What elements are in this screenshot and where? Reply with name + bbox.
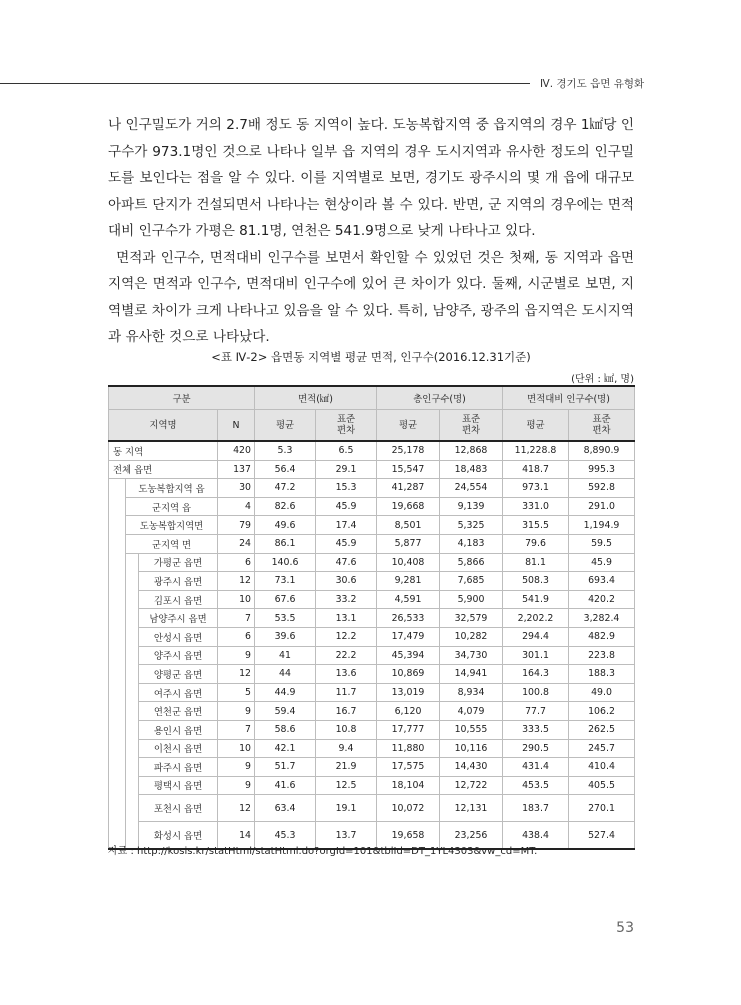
cell: 4,183 xyxy=(440,534,503,553)
cell: 56.4 xyxy=(255,460,316,479)
cell: 47.6 xyxy=(316,553,377,572)
row-n: 137 xyxy=(218,460,255,479)
cell: 19,658 xyxy=(377,822,440,850)
indent-spacer xyxy=(126,553,139,849)
row-n: 4 xyxy=(218,497,255,516)
row-name: 남양주시 읍면 xyxy=(139,609,218,628)
header-group: 구분 xyxy=(109,386,255,410)
cell: 33.2 xyxy=(316,590,377,609)
cell: 44.9 xyxy=(255,683,316,702)
cell: 973.1 xyxy=(503,479,569,498)
cell: 315.5 xyxy=(503,516,569,535)
cell: 21.9 xyxy=(316,758,377,777)
cell: 49.6 xyxy=(255,516,316,535)
cell: 59.5 xyxy=(569,534,635,553)
cell: 47.2 xyxy=(255,479,316,498)
cell: 4,079 xyxy=(440,702,503,721)
cell: 63.4 xyxy=(255,795,316,822)
cell: 11.7 xyxy=(316,683,377,702)
cell: 79.6 xyxy=(503,534,569,553)
cell: 5,877 xyxy=(377,534,440,553)
cell: 77.7 xyxy=(503,702,569,721)
cell: 9,281 xyxy=(377,572,440,591)
row-name: 이천시 읍면 xyxy=(139,739,218,758)
header-density-sd: 표준 편차 xyxy=(569,410,635,442)
cell: 18,104 xyxy=(377,776,440,795)
row-n: 9 xyxy=(218,776,255,795)
cell: 14,430 xyxy=(440,758,503,777)
table-row xyxy=(109,534,635,553)
row-n: 12 xyxy=(218,572,255,591)
row-n: 10 xyxy=(218,590,255,609)
cell: 25,178 xyxy=(377,441,440,460)
cell: 24,554 xyxy=(440,479,503,498)
table-row xyxy=(109,739,635,758)
cell: 7,685 xyxy=(440,572,503,591)
stats-table xyxy=(108,385,635,850)
indent-spacer xyxy=(109,479,126,850)
cell: 290.5 xyxy=(503,739,569,758)
table-row xyxy=(109,758,635,777)
table-source: 자료 : http://kosis.kr/statHtml/statHtml.do?orgId=101&tblId=DT_1YL4303&vw_cd=MT. xyxy=(108,846,538,857)
cell: 42.1 xyxy=(255,739,316,758)
cell: 995.3 xyxy=(569,460,635,479)
cell: 188.3 xyxy=(569,665,635,684)
row-n: 14 xyxy=(218,822,255,850)
cell: 23,256 xyxy=(440,822,503,850)
cell: 22.2 xyxy=(316,646,377,665)
cell: 17,479 xyxy=(377,627,440,646)
row-name: 도농복합지역면 xyxy=(126,516,218,535)
cell: 301.1 xyxy=(503,646,569,665)
cell: 81.1 xyxy=(503,553,569,572)
table-row xyxy=(109,441,635,460)
table-row xyxy=(109,572,635,591)
cell: 41.6 xyxy=(255,776,316,795)
cell: 1,194.9 xyxy=(569,516,635,535)
cell: 17.4 xyxy=(316,516,377,535)
paragraph-2: 면적과 인구수, 면적대비 인구수를 보면서 확인할 수 있었던 것은 첫째, 동 지역과 읍면지역은 면적과 인구수, 면적대비 인구수에 있어 큰 차이가 있다. 둘째, 시군별로 보면, 지역별로 차이가 크게 나타나고 있음을 알 수 있다. 특히, 남양주, 광주의 읍지역은 도시지역과 유사한 것으로 나타났다. xyxy=(108,249,634,345)
row-name: 포천시 읍면 xyxy=(139,795,218,822)
cell: 453.5 xyxy=(503,776,569,795)
cell: 29.1 xyxy=(316,460,377,479)
table-unit: (단위 : ㎢, 명) xyxy=(571,374,634,385)
header-region: 지역명 xyxy=(109,410,218,442)
cell: 294.4 xyxy=(503,627,569,646)
row-n: 12 xyxy=(218,665,255,684)
row-n: 6 xyxy=(218,627,255,646)
row-name: 양주시 읍면 xyxy=(139,646,218,665)
cell: 11,228.8 xyxy=(503,441,569,460)
table-row xyxy=(109,665,635,684)
cell: 541.9 xyxy=(503,590,569,609)
cell: 8,501 xyxy=(377,516,440,535)
cell: 12,131 xyxy=(440,795,503,822)
page-number: 53 xyxy=(616,920,634,936)
table-row xyxy=(109,460,635,479)
cell: 13.1 xyxy=(316,609,377,628)
cell: 3,282.4 xyxy=(569,609,635,628)
cell: 26,533 xyxy=(377,609,440,628)
cell: 223.8 xyxy=(569,646,635,665)
cell: 262.5 xyxy=(569,720,635,739)
table-row xyxy=(109,609,635,628)
cell: 5.3 xyxy=(255,441,316,460)
row-name: 양평군 읍면 xyxy=(139,665,218,684)
cell: 16.7 xyxy=(316,702,377,721)
cell: 39.6 xyxy=(255,627,316,646)
cell: 333.5 xyxy=(503,720,569,739)
table-row xyxy=(109,720,635,739)
cell: 13.7 xyxy=(316,822,377,850)
row-name: 광주시 읍면 xyxy=(139,572,218,591)
table-row xyxy=(109,683,635,702)
header-n: N xyxy=(218,410,255,442)
cell: 5,325 xyxy=(440,516,503,535)
cell: 10,555 xyxy=(440,720,503,739)
cell: 67.6 xyxy=(255,590,316,609)
cell: 164.3 xyxy=(503,665,569,684)
table-title: <표 Ⅳ-2> 읍면동 지역별 평균 면적, 인구수(2016.12.31기준) xyxy=(211,350,531,364)
cell: 18,483 xyxy=(440,460,503,479)
cell: 10,282 xyxy=(440,627,503,646)
row-n: 7 xyxy=(218,609,255,628)
cell: 8,934 xyxy=(440,683,503,702)
header-density-mean: 평균 xyxy=(503,410,569,442)
cell: 140.6 xyxy=(255,553,316,572)
cell: 291.0 xyxy=(569,497,635,516)
table-row xyxy=(109,776,635,795)
cell: 592.8 xyxy=(569,479,635,498)
cell: 30.6 xyxy=(316,572,377,591)
row-n: 9 xyxy=(218,758,255,777)
table-row xyxy=(109,795,635,822)
cell: 45.9 xyxy=(569,553,635,572)
header-pop-sd: 표준 편차 xyxy=(440,410,503,442)
row-n: 420 xyxy=(218,441,255,460)
row-name: 안성시 읍면 xyxy=(139,627,218,646)
cell: 8,890.9 xyxy=(569,441,635,460)
row-n: 79 xyxy=(218,516,255,535)
cell: 41,287 xyxy=(377,479,440,498)
cell: 10.8 xyxy=(316,720,377,739)
cell: 14,941 xyxy=(440,665,503,684)
row-n: 9 xyxy=(218,646,255,665)
row-n: 12 xyxy=(218,795,255,822)
row-name: 평택시 읍면 xyxy=(139,776,218,795)
cell: 9,139 xyxy=(440,497,503,516)
cell: 418.7 xyxy=(503,460,569,479)
cell: 13.6 xyxy=(316,665,377,684)
body-text xyxy=(108,112,634,351)
header-area: 면적(㎢) xyxy=(255,386,377,410)
header-area-sd: 표준 편차 xyxy=(316,410,377,442)
cell: 59.4 xyxy=(255,702,316,721)
cell: 245.7 xyxy=(569,739,635,758)
cell: 73.1 xyxy=(255,572,316,591)
cell: 45.9 xyxy=(316,497,377,516)
cell: 12.5 xyxy=(316,776,377,795)
cell: 10,072 xyxy=(377,795,440,822)
cell: 6,120 xyxy=(377,702,440,721)
running-header: Ⅳ. 경기도 읍면 유형화 xyxy=(540,78,645,90)
row-n: 10 xyxy=(218,739,255,758)
row-name: 군지역 읍 xyxy=(126,497,218,516)
header-density: 면적대비 인구수(명) xyxy=(503,386,635,410)
cell: 482.9 xyxy=(569,627,635,646)
cell: 6.5 xyxy=(316,441,377,460)
row-n: 24 xyxy=(218,534,255,553)
cell: 45.9 xyxy=(316,534,377,553)
cell: 13,019 xyxy=(377,683,440,702)
table-row xyxy=(109,497,635,516)
row-n: 6 xyxy=(218,553,255,572)
table-row xyxy=(109,516,635,535)
cell: 10,869 xyxy=(377,665,440,684)
row-name: 화성시 읍면 xyxy=(139,822,218,850)
cell: 82.6 xyxy=(255,497,316,516)
row-name: 김포시 읍면 xyxy=(139,590,218,609)
cell: 15.3 xyxy=(316,479,377,498)
cell: 44 xyxy=(255,665,316,684)
header-area-mean: 평균 xyxy=(255,410,316,442)
cell: 2,202.2 xyxy=(503,609,569,628)
cell: 5,866 xyxy=(440,553,503,572)
table-row xyxy=(109,627,635,646)
row-name: 전체 읍면 xyxy=(109,460,218,479)
table-row xyxy=(109,553,635,572)
cell: 12,868 xyxy=(440,441,503,460)
cell: 19.1 xyxy=(316,795,377,822)
row-name: 군지역 면 xyxy=(126,534,218,553)
row-name: 도농복합지역 읍 xyxy=(126,479,218,498)
paragraph-1: 나 인구밀도가 거의 2.7배 정도 동 지역이 높다. 도농복합지역 중 읍지역의 경우 1㎢당 인구수가 973.1명인 것으로 나타나 일부 읍 지역의 경우 도시지역과 유사한 정도의 인구밀도를 보인다는 점을 알 수 있다. 이를 지역별로 보면, 경기도 광주시의 몇 개 읍에 대규모 아파트 단지가 건설되면서 나타나는 현상이라 볼 수 있다. 반면, 군 지역의 경우에는 면적대비 인구수가 가평은 81.1명, 연천은 541.9명으로 낮게 나타나고 있다. xyxy=(108,117,634,239)
cell: 12.2 xyxy=(316,627,377,646)
cell: 100.8 xyxy=(503,683,569,702)
cell: 10,408 xyxy=(377,553,440,572)
cell: 17,777 xyxy=(377,720,440,739)
row-name: 용인시 읍면 xyxy=(139,720,218,739)
cell: 19,668 xyxy=(377,497,440,516)
cell: 9.4 xyxy=(316,739,377,758)
cell: 431.4 xyxy=(503,758,569,777)
cell: 508.3 xyxy=(503,572,569,591)
cell: 405.5 xyxy=(569,776,635,795)
row-name: 연천군 읍면 xyxy=(139,702,218,721)
row-n: 30 xyxy=(218,479,255,498)
cell: 106.2 xyxy=(569,702,635,721)
cell: 527.4 xyxy=(569,822,635,850)
cell: 331.0 xyxy=(503,497,569,516)
cell: 11,880 xyxy=(377,739,440,758)
cell: 58.6 xyxy=(255,720,316,739)
table-row xyxy=(109,590,635,609)
cell: 17,575 xyxy=(377,758,440,777)
table-row xyxy=(109,479,635,498)
table-body xyxy=(109,441,635,849)
row-name: 가평군 읍면 xyxy=(139,553,218,572)
cell: 420.2 xyxy=(569,590,635,609)
cell: 10,116 xyxy=(440,739,503,758)
header-rule xyxy=(0,83,530,84)
cell: 15,547 xyxy=(377,460,440,479)
cell: 410.4 xyxy=(569,758,635,777)
header-pop-mean: 평균 xyxy=(377,410,440,442)
row-name: 파주시 읍면 xyxy=(139,758,218,777)
cell: 34,730 xyxy=(440,646,503,665)
row-name: 동 지역 xyxy=(109,441,218,460)
table-row xyxy=(109,646,635,665)
cell: 45,394 xyxy=(377,646,440,665)
row-n: 9 xyxy=(218,702,255,721)
cell: 86.1 xyxy=(255,534,316,553)
cell: 41 xyxy=(255,646,316,665)
row-n: 5 xyxy=(218,683,255,702)
cell: 183.7 xyxy=(503,795,569,822)
cell: 438.4 xyxy=(503,822,569,850)
table-row xyxy=(109,702,635,721)
row-name: 여주시 읍면 xyxy=(139,683,218,702)
row-n: 7 xyxy=(218,720,255,739)
cell: 32,579 xyxy=(440,609,503,628)
cell: 51.7 xyxy=(255,758,316,777)
header-population: 총인구수(명) xyxy=(377,386,503,410)
cell: 53.5 xyxy=(255,609,316,628)
cell: 45.3 xyxy=(255,822,316,850)
cell: 5,900 xyxy=(440,590,503,609)
cell: 4,591 xyxy=(377,590,440,609)
cell: 693.4 xyxy=(569,572,635,591)
cell: 49.0 xyxy=(569,683,635,702)
cell: 12,722 xyxy=(440,776,503,795)
cell: 270.1 xyxy=(569,795,635,822)
